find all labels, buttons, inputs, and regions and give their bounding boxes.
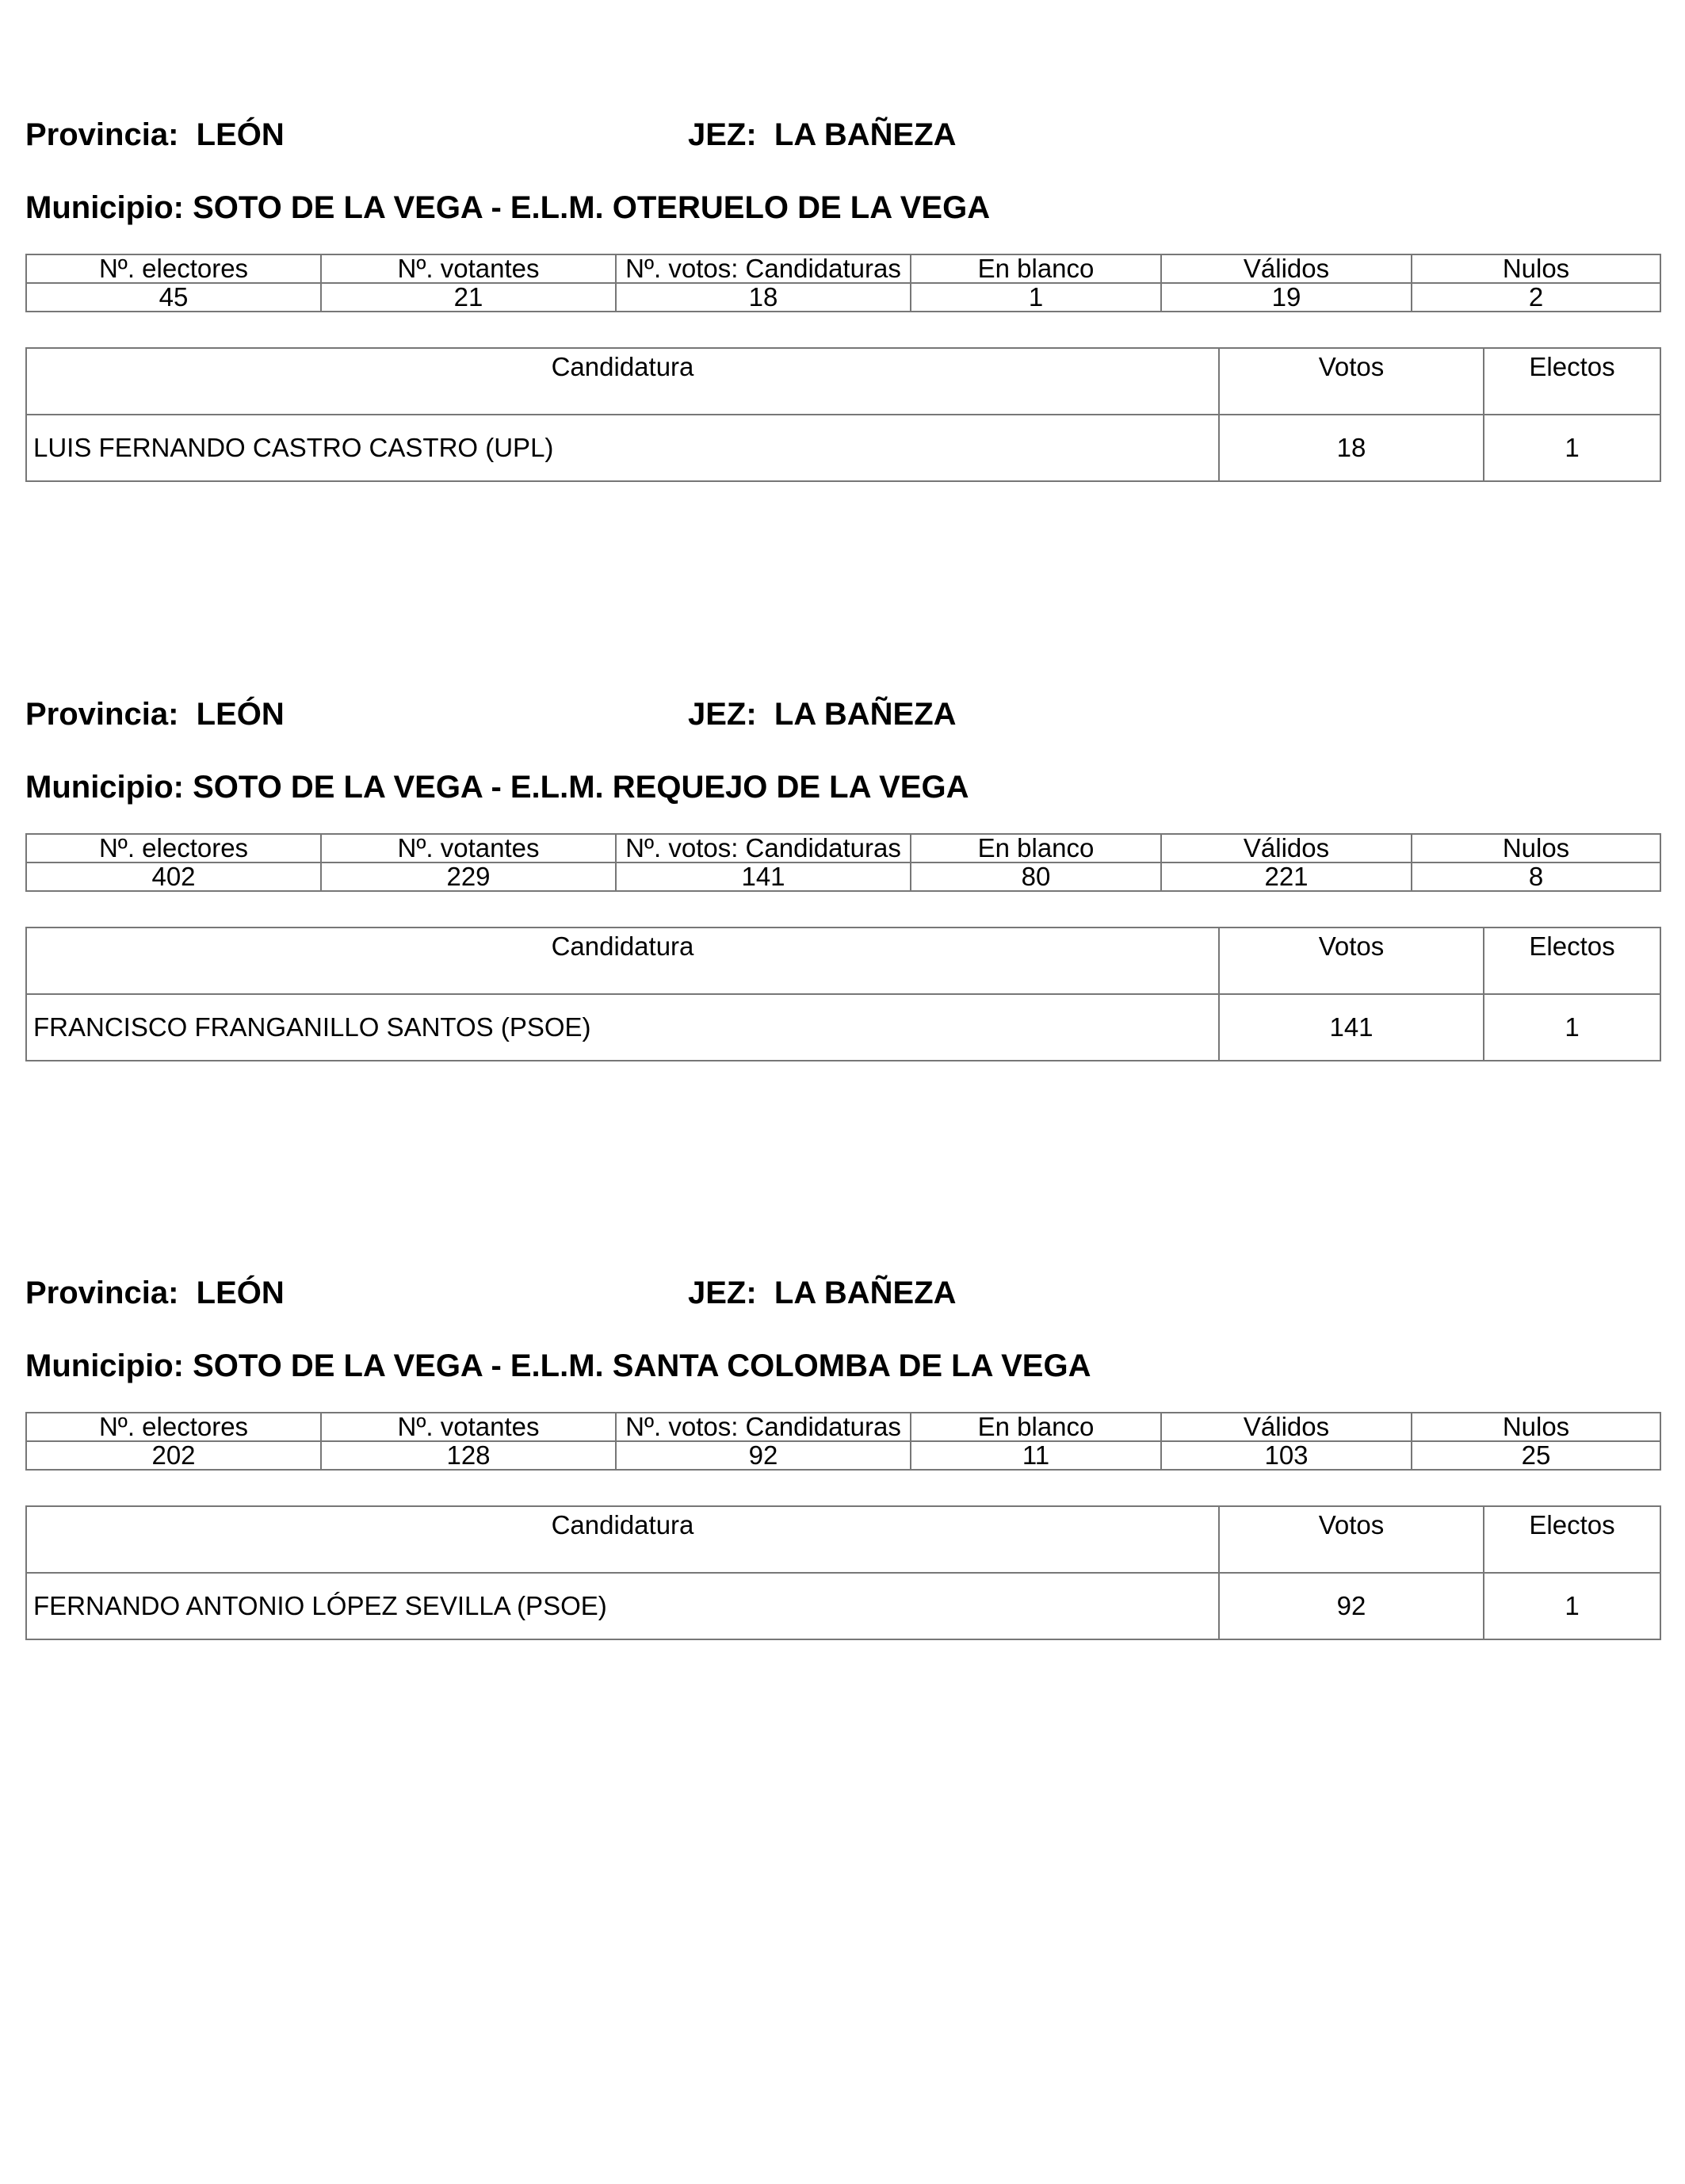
header-en-blanco: En blanco [911, 834, 1161, 863]
header-votos: Votos [1219, 928, 1484, 994]
header-electores: Nº. electores [26, 1413, 321, 1441]
jez-label: JEZ: [688, 1276, 757, 1310]
header-nulos: Nulos [1412, 834, 1660, 863]
provincia-label: Provincia: [25, 697, 179, 732]
provincia-value: LEÓN [196, 117, 285, 152]
value-electores: 202 [26, 1441, 321, 1470]
municipio-title [25, 188, 990, 228]
municipio-value: SOTO DE LA VEGA - E.L.M. SANTA COLOMBA DE LA VEGA [193, 1348, 1091, 1383]
header-electos: Electos [1484, 928, 1660, 994]
value-validos: 221 [1161, 863, 1412, 891]
stats-table [25, 1412, 1661, 1471]
value-nulos: 8 [1412, 863, 1660, 891]
header-validos: Válidos [1161, 254, 1412, 283]
candidate-electos: 1 [1484, 415, 1660, 481]
value-en-blanco: 80 [911, 863, 1161, 891]
candidates-header-row [26, 1506, 1660, 1573]
stats-header-row [26, 254, 1660, 283]
header-nulos: Nulos [1412, 254, 1660, 283]
province-header [25, 694, 1660, 734]
value-nulos: 25 [1412, 1441, 1660, 1470]
header-votos-candidaturas: Nº. votos: Candidaturas [616, 254, 911, 283]
header-validos: Válidos [1161, 1413, 1412, 1441]
result-section-santa-colomba [25, 1273, 1660, 1620]
result-section-requejo [25, 694, 1660, 1042]
value-votantes: 229 [321, 863, 616, 891]
candidates-header-row [26, 348, 1660, 415]
candidates-header-row [26, 928, 1660, 994]
municipio-label: Municipio: [25, 190, 184, 225]
header-en-blanco: En blanco [911, 254, 1161, 283]
province-header [25, 1273, 1660, 1313]
value-votos-candidaturas: 18 [616, 283, 911, 312]
value-votantes: 128 [321, 1441, 616, 1470]
candidate-votos: 18 [1219, 415, 1484, 481]
header-votantes: Nº. votantes [321, 254, 616, 283]
candidates-table [25, 1505, 1661, 1640]
municipio-title [25, 767, 969, 807]
value-en-blanco: 1 [911, 283, 1161, 312]
candidate-name: LUIS FERNANDO CASTRO CASTRO (UPL) [26, 415, 1219, 481]
municipio-value: SOTO DE LA VEGA - E.L.M. OTERUELO DE LA VEGA [193, 190, 991, 225]
value-votos-candidaturas: 141 [616, 863, 911, 891]
jez-label: JEZ: [688, 697, 757, 732]
value-votos-candidaturas: 92 [616, 1441, 911, 1470]
header-votos: Votos [1219, 348, 1484, 415]
candidate-votos: 92 [1219, 1573, 1484, 1639]
candidate-row [26, 994, 1660, 1061]
value-nulos: 2 [1412, 283, 1660, 312]
candidate-electos: 1 [1484, 1573, 1660, 1639]
jez-value: LA BAÑEZA [774, 117, 957, 152]
stats-header-row [26, 1413, 1660, 1441]
candidates-table [25, 347, 1661, 482]
provincia-label: Provincia: [25, 117, 179, 152]
candidates-table [25, 927, 1661, 1061]
candidate-votos: 141 [1219, 994, 1484, 1061]
candidate-electos: 1 [1484, 994, 1660, 1061]
jez-field [688, 1273, 957, 1313]
stats-value-row [26, 863, 1660, 891]
header-votos: Votos [1219, 1506, 1484, 1573]
header-candidatura: Candidatura [26, 928, 1219, 994]
stats-table [25, 833, 1661, 892]
header-electos: Electos [1484, 1506, 1660, 1573]
stats-table [25, 254, 1661, 312]
value-en-blanco: 11 [911, 1441, 1161, 1470]
municipio-title [25, 1346, 1091, 1386]
value-electores: 402 [26, 863, 321, 891]
candidate-name: FRANCISCO FRANGANILLO SANTOS (PSOE) [26, 994, 1219, 1061]
header-votantes: Nº. votantes [321, 1413, 616, 1441]
jez-label: JEZ: [688, 117, 757, 152]
header-electos: Electos [1484, 348, 1660, 415]
jez-field [688, 694, 957, 734]
header-votos-candidaturas: Nº. votos: Candidaturas [616, 1413, 911, 1441]
header-votos-candidaturas: Nº. votos: Candidaturas [616, 834, 911, 863]
result-section-oteruelo [25, 115, 1660, 462]
candidate-row [26, 415, 1660, 481]
municipio-label: Municipio: [25, 1348, 184, 1383]
municipio-label: Municipio: [25, 770, 184, 805]
provincia-label: Provincia: [25, 1276, 179, 1310]
candidate-name: FERNANDO ANTONIO LÓPEZ SEVILLA (PSOE) [26, 1573, 1219, 1639]
header-votantes: Nº. votantes [321, 834, 616, 863]
header-candidatura: Candidatura [26, 348, 1219, 415]
stats-value-row [26, 283, 1660, 312]
header-en-blanco: En blanco [911, 1413, 1161, 1441]
jez-value: LA BAÑEZA [774, 1276, 957, 1310]
stats-value-row [26, 1441, 1660, 1470]
header-nulos: Nulos [1412, 1413, 1660, 1441]
value-validos: 19 [1161, 283, 1412, 312]
header-electores: Nº. electores [26, 834, 321, 863]
value-electores: 45 [26, 283, 321, 312]
header-validos: Válidos [1161, 834, 1412, 863]
header-electores: Nº. electores [26, 254, 321, 283]
value-votantes: 21 [321, 283, 616, 312]
province-header [25, 115, 1660, 155]
municipio-value: SOTO DE LA VEGA - E.L.M. REQUEJO DE LA VEGA [193, 770, 969, 805]
jez-field [688, 115, 957, 155]
stats-header-row [26, 834, 1660, 863]
provincia-value: LEÓN [196, 1276, 285, 1310]
header-candidatura: Candidatura [26, 1506, 1219, 1573]
candidate-row [26, 1573, 1660, 1639]
value-validos: 103 [1161, 1441, 1412, 1470]
provincia-value: LEÓN [196, 697, 285, 732]
jez-value: LA BAÑEZA [774, 697, 957, 732]
